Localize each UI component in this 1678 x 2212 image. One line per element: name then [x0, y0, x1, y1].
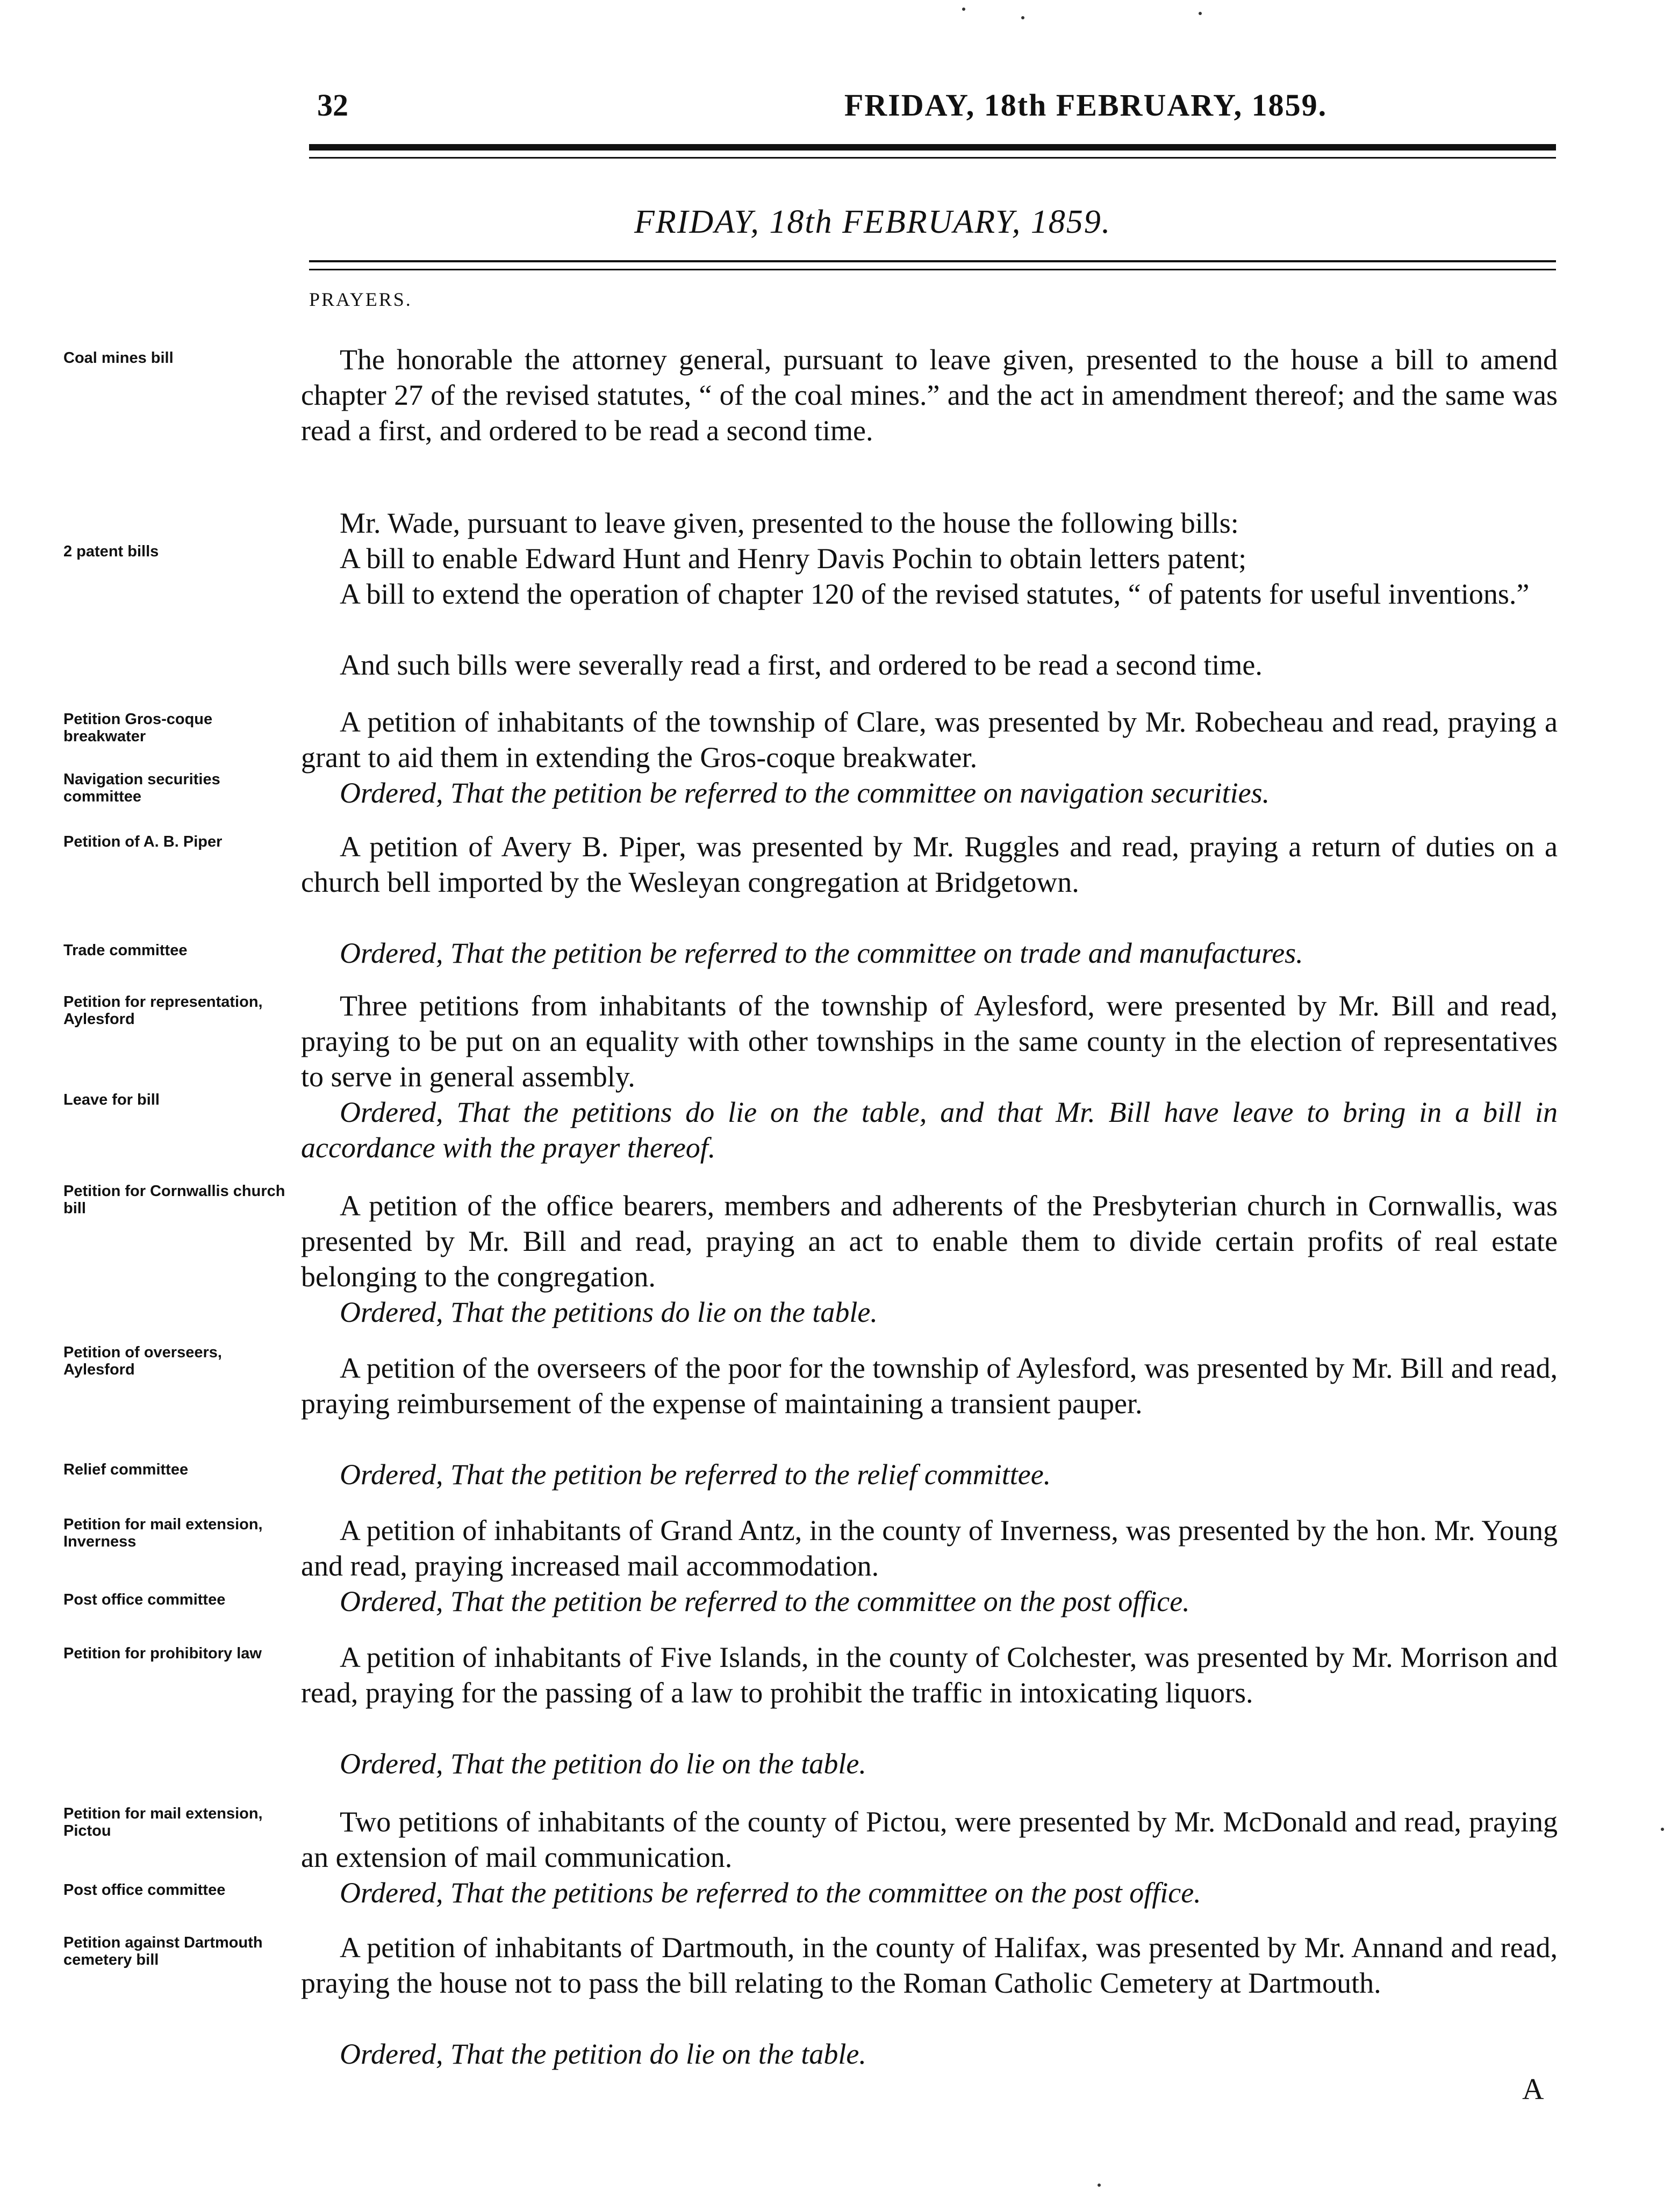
- catchword: A: [1522, 2073, 1544, 2106]
- paragraph: A bill to enable Edward Hunt and Henry Davis Pochin to obtain letters patent;: [340, 542, 1247, 575]
- margin-note: Petition for mail extension, Pictou: [63, 1805, 263, 1839]
- paragraph: A bill to extend the operation of chapter 120 of the revised statutes, “ of patents for useful inventions.”: [340, 578, 1530, 610]
- margin-note: Navigation securities committee: [63, 771, 220, 805]
- ink-speck: [1661, 1828, 1664, 1831]
- order-paragraph: Ordered, That the petitions do lie on the table.: [340, 1296, 878, 1328]
- paragraph: A petition of the office bearers, members and adherents of the Presbyterian church in Cornwallis, was presented by Mr. Bill and read, praying an act to enable them to divide certain profits of real estate belonging to the congregation.: [301, 1190, 1558, 1293]
- paragraph: A petition of the overseers of the poor for the township of Aylesford, was presented by Mr. Bill and read, praying reimbursement of the expense of maintaining a transient pauper.: [301, 1352, 1558, 1420]
- order-paragraph: Ordered, That the petition do lie on the table.: [340, 1748, 866, 1780]
- paragraph: Two petitions of inhabitants of the county of Pictou, were presented by Mr. McDonald and read, praying an extension of mail communication.: [301, 1806, 1558, 1873]
- margin-note: Petition for prohibitory law: [63, 1645, 262, 1662]
- margin-note: Post office committee: [63, 1591, 226, 1608]
- paragraph: Mr. Wade, pursuant to leave given, presented to the house the following bills:: [340, 507, 1239, 539]
- order-paragraph: Ordered, That the petition be referred to the committee on navigation securities.: [340, 777, 1270, 809]
- paragraph: A petition of inhabitants of Grand Antz, in the county of Inverness, was presented by the hon. Mr. Young and read, praying increased mail accommodation.: [301, 1514, 1558, 1582]
- margin-note: Petition for mail extension, Inverness: [63, 1516, 263, 1550]
- order-paragraph: Ordered, That the petition be referred to the relief committee.: [340, 1458, 1051, 1491]
- margin-note: Coal mines bill: [63, 349, 174, 367]
- ink-speck: [1098, 2184, 1101, 2187]
- margin-note: Post office committee: [63, 1881, 226, 1899]
- ink-speck: [962, 8, 965, 11]
- paragraph: A petition of inhabitants of the township of Clare, was presented by Mr. Robecheau and read, praying a grant to aid them in extending the Gros-coque breakwater.: [301, 706, 1558, 774]
- ink-speck: [1199, 12, 1202, 15]
- paragraph: A petition of inhabitants of Five Islands, in the county of Colchester, was presented by Mr. Morrison and read, praying for the passing of a law to prohibit the traffic in intoxicating liquors.: [301, 1641, 1558, 1709]
- date-heading: FRIDAY, 18th FEBRUARY, 1859.: [634, 204, 1112, 240]
- margin-note: Petition for representation, Aylesford: [63, 993, 263, 1028]
- order-paragraph: Ordered, That the petition be referred to the committee on trade and manufactures.: [340, 937, 1303, 969]
- paragraph: Three petitions from inhabitants of the township of Aylesford, were presented by Mr. Bill and read, praying to be put on an equality with other townships in the same county in the election of representatives to serve in general assembly.: [301, 990, 1558, 1093]
- margin-note: Petition against Dartmouth cemetery bill: [63, 1934, 263, 1968]
- margin-note: Petition of overseers, Aylesford: [63, 1344, 222, 1378]
- order-paragraph: Ordered, That the petitions be referred to the committee on the post office.: [340, 1877, 1201, 1909]
- margin-note: Petition Gros-coque breakwater: [63, 711, 213, 745]
- margin-note: Petition of A. B. Piper: [63, 833, 223, 850]
- paragraph: A petition of Avery B. Piper, was presented by Mr. Ruggles and read, praying a return of duties on a church bell imported by the Wesleyan congregation at Bridgetown.: [301, 831, 1558, 898]
- paragraph: And such bills were severally read a first, and ordered to be read a second time.: [340, 649, 1263, 681]
- prayers-label: PRAYERS.: [309, 289, 412, 310]
- margin-note: Trade committee: [63, 942, 188, 959]
- order-paragraph: Ordered, That the petitions do lie on the table, and that Mr. Bill have leave to bring in a bill in accordance with the prayer thereof.: [301, 1096, 1558, 1164]
- order-paragraph: Ordered, That the petition do lie on the table.: [340, 2038, 866, 2070]
- ink-speck: [1021, 16, 1024, 19]
- margin-note: Relief committee: [63, 1461, 189, 1478]
- margin-note: Leave for bill: [63, 1091, 160, 1108]
- order-paragraph: Ordered, That the petition be referred to the committee on the post office.: [340, 1585, 1190, 1617]
- page-number: 32: [317, 88, 348, 123]
- paragraph: A petition of inhabitants of Dartmouth, in the county of Halifax, was presented by Mr. Annand and read, praying the house not to pass the bill relating to the Roman Catholic Cemetery at Dartmouth.: [301, 1931, 1558, 1999]
- margin-note: Petition for Cornwallis church bill: [63, 1183, 285, 1217]
- running-title: FRIDAY, 18th FEBRUARY, 1859.: [844, 88, 1328, 123]
- margin-note: 2 patent bills: [63, 543, 159, 560]
- paragraph: The honorable the attorney general, pursuant to leave given, presented to the house a bill to amend chapter 27 of the revised statutes, “ of the coal mines.” and the act in amendment thereof; and the same was read a first, and ordered to be read a second time.: [301, 343, 1558, 447]
